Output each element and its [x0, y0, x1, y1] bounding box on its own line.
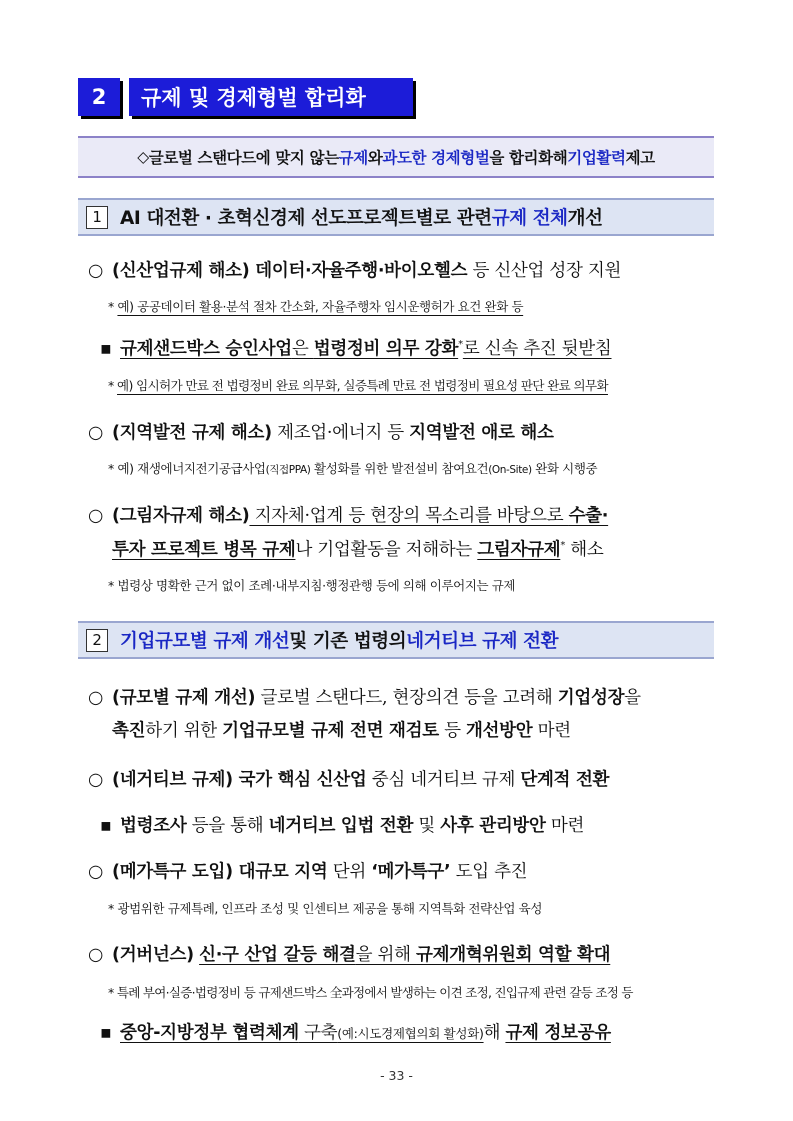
s1-item-1-sub-note: [108, 376, 608, 394]
star-marker: *: [108, 901, 114, 916]
s1-item-2-label: (지역발전 규제 해소): [112, 423, 272, 443]
s2-item-3-bold-2: ‘메가특구’: [371, 862, 451, 882]
s1-item-1-bold: 데이터·자율주행·바이오헬스: [249, 261, 468, 281]
square-bullet-icon: ▪: [100, 1023, 112, 1043]
summary-text-2: 와: [367, 149, 383, 167]
s2-item-2-sub-bold-1: 법령조사: [120, 816, 187, 836]
subsection-1-text: AI 대전환 · 초혁신경제 선도프로젝트별로 관련: [120, 208, 492, 229]
s2-item-3: [88, 858, 527, 883]
s2-item-2-sub: [100, 812, 584, 837]
s2-item-1-bold-4: 개선방안: [465, 721, 533, 741]
s1-item-3-line-1: [88, 502, 608, 527]
square-bullet-icon: ▪: [100, 339, 112, 359]
subsection-2-heading: [78, 621, 714, 659]
s1-item-1: [88, 257, 621, 282]
s1-item-3-line-2: [112, 536, 604, 561]
s2-item-2-text: 중심 네거티브 규제: [366, 770, 521, 790]
star-marker: *: [108, 378, 114, 393]
star-marker: *: [108, 461, 114, 476]
s1-item-2-bold: 지역발전 애로 해소: [409, 423, 554, 443]
summary-text-4: 제고: [625, 149, 655, 167]
s1-item-3-text-3: 해소: [565, 540, 604, 560]
s1-item-1-sub-text-1: 은: [291, 339, 314, 359]
s2-item-1-text-5: 마련: [532, 721, 571, 741]
s1-item-1-sub-bold-2: 법령정비 의무 강화: [313, 339, 459, 359]
circle-bullet-icon: ○: [88, 506, 103, 526]
summary-text-1: 글로벌 스탠다드에 맞지 않는: [148, 149, 339, 167]
summary-highlight-2: 과도한 경제형벌: [382, 149, 490, 167]
s2-item-3-text-2: 도입 추진: [450, 862, 528, 882]
s1-item-2-text: 제조업·에너지 등: [271, 423, 410, 443]
s2-item-1-text-1: 글로벌 스탠다드, 현장의견 등을 고려해: [255, 688, 558, 708]
s1-item-3-text-1: 지자체·업계 등 현장의 목소리를 바탕으로: [249, 506, 569, 526]
s1-item-2-note-a: 예) 재생에너지전기공급사업: [117, 461, 266, 476]
s1-item-1-label: (신산업규제 해소): [112, 261, 250, 281]
s2-item-4-text-1: 을 위해: [355, 945, 417, 965]
circle-bullet-icon: ○: [88, 688, 103, 708]
s2-item-2: [88, 766, 609, 791]
section-title: 규제 및 경제형벌 합리화: [129, 78, 413, 116]
s2-item-4-note: [108, 983, 633, 1001]
subsection-2-text: 및 기존 법령의: [289, 631, 407, 652]
s2-item-1-bold-1: 기업성장: [557, 688, 625, 708]
s2-item-1-text-3: 하기 위한: [145, 721, 223, 741]
s1-item-2-note-b: 활성화를 위한 발전설비 참여요건: [310, 461, 489, 476]
s1-item-3-note-text: 법령상 명확한 근거 없이 조례·내부지침·행정관행 등에 의해 이루어지는 규제: [117, 578, 516, 593]
s2-item-2-sub-bold-2: 네거티브 입법 전환: [268, 816, 414, 836]
s2-item-4-note-text: 특례 부여·실증·법령정비 등 규제샌드박스 全과정에서 발생하는 이견 조정, 진입규제 관련 갈등 조정 등: [116, 985, 633, 1000]
section-number: 2: [78, 78, 120, 116]
s2-item-4-bold-1: 신·구 산업 갈등 해결: [199, 945, 356, 965]
diamond-icon: ◇: [137, 148, 149, 166]
s1-item-1-sub-note-text: 예) 임시허가 만료 전 법령정비 완료 의무화, 실증특례 만료 전 법령정비 필요성 판단 완료 의무화: [117, 378, 608, 393]
star-marker: *: [108, 578, 114, 593]
summary-box: [78, 136, 714, 178]
s1-item-1-text: 등 신산업 성장 지원: [467, 261, 622, 281]
s2-item-4-sub-small: (예:시도경제협의회 활성화): [337, 1026, 484, 1041]
subsection-1-text-end: 개선: [567, 208, 603, 229]
s2-item-1-label: (규모별 규제 개선): [112, 688, 256, 708]
subsection-2-highlight-1: 기업규모별 규제 개선: [120, 631, 290, 652]
subsection-1-number: 1: [86, 206, 108, 229]
s2-item-4-sub-bold-1: 중앙-지방정부 협력체계: [120, 1023, 299, 1043]
s1-item-3-text-2: 나 기업활동을 저해하는: [295, 540, 478, 560]
s2-item-1-text-4: 등: [438, 721, 466, 741]
summary-highlight-3: 기업활력: [567, 149, 626, 167]
s2-item-1-bold-3: 기업규모별 규제 전면 재검토: [222, 721, 439, 741]
s2-item-3-label: (메가특구 도입): [112, 862, 233, 882]
s2-item-2-label: (네거티브 규제): [112, 770, 233, 790]
page-number: - 33 -: [380, 1068, 413, 1083]
s2-item-1-bold-2: 촉진: [112, 721, 146, 741]
s2-item-2-sub-text-1: 등을 통해: [186, 816, 269, 836]
subsection-2-highlight-2: 네거티브 규제 전환: [406, 631, 559, 652]
summary-highlight-1: 규제: [338, 149, 368, 167]
s1-item-3-label: (그림자규제 해소): [112, 506, 250, 526]
s2-item-4-sub: [100, 1019, 611, 1044]
s1-item-1-sub-text-2: 로 신속 추진 뒷받침: [462, 339, 612, 359]
s1-item-3-sup: *: [560, 540, 566, 552]
s2-item-2-sub-text-3: 마련: [545, 816, 585, 836]
square-bullet-icon: ▪: [100, 816, 112, 836]
s2-item-2-bold-2: 단계적 전환: [520, 770, 610, 790]
s2-item-4-sub-text-2: 해: [483, 1023, 506, 1043]
s1-item-1-note-text: 예) 공공데이터 활용·분석 절차 간소화, 자율주행차 임시운행허가 요건 완화 등: [117, 299, 524, 314]
s2-item-4: [88, 941, 610, 966]
circle-bullet-icon: ○: [88, 770, 103, 790]
circle-bullet-icon: ○: [88, 261, 103, 281]
s2-item-3-note-text: 광범위한 규제특례, 인프라 조성 및 인센티브 제공을 통해 지역특화 전략산업 육성: [117, 901, 543, 916]
s1-item-2-note: [108, 459, 597, 477]
s2-item-2-sub-text-2: 및: [413, 816, 441, 836]
s1-item-2-note-small-2: (On-Site): [488, 464, 532, 476]
circle-bullet-icon: ○: [88, 945, 103, 965]
s2-item-4-label: (거버넌스): [112, 945, 194, 965]
s2-item-1-line-2: [112, 717, 571, 742]
s1-item-1-sub-sup: *: [458, 339, 463, 351]
s1-item-3-bold-3: 그림자규제: [477, 540, 561, 560]
s1-item-3-bold-1: 수출·: [568, 506, 609, 526]
s2-item-3-text-1: 단위: [327, 862, 372, 882]
s2-item-1-text-2: 을: [624, 688, 641, 708]
s1-item-1-note: [108, 297, 523, 315]
s2-item-2-sub-bold-3: 사후 관리방안: [440, 816, 546, 836]
s2-item-4-sub-text-1: 구축: [298, 1023, 338, 1043]
s2-item-4-sub-bold-2: 규제 정보공유: [505, 1023, 611, 1043]
s2-item-4-bold-2: 규제개혁위원회 역할 확대: [416, 945, 611, 965]
s2-item-3-bold-1: 대규모 지역: [232, 862, 328, 882]
star-marker: *: [108, 985, 114, 1000]
s2-item-2-bold-1: 국가 핵심 신산업: [232, 770, 367, 790]
star-marker: *: [108, 299, 114, 314]
subsection-1-highlight: 규제 전체: [491, 208, 568, 229]
circle-bullet-icon: ○: [88, 862, 103, 882]
s1-item-1-sub-bold-1: 규제샌드박스 승인사업: [120, 339, 292, 359]
s1-item-2-note-small-1: (직접PPA): [265, 464, 311, 476]
subsection-2-number: 2: [86, 629, 108, 652]
s1-item-2: [88, 419, 554, 444]
s2-item-1-line-1: [88, 684, 641, 709]
s1-item-3-note: [108, 576, 515, 594]
summary-text-3: 을 합리화해: [489, 149, 568, 167]
s1-item-3-bold-2: 투자 프로젝트 병목 규제: [112, 540, 296, 560]
s2-item-3-note: [108, 899, 542, 917]
s1-item-1-sub: [100, 335, 612, 360]
circle-bullet-icon: ○: [88, 423, 103, 443]
subsection-1-heading: [78, 198, 714, 236]
s1-item-2-note-c: 완화 시행중: [531, 461, 598, 476]
